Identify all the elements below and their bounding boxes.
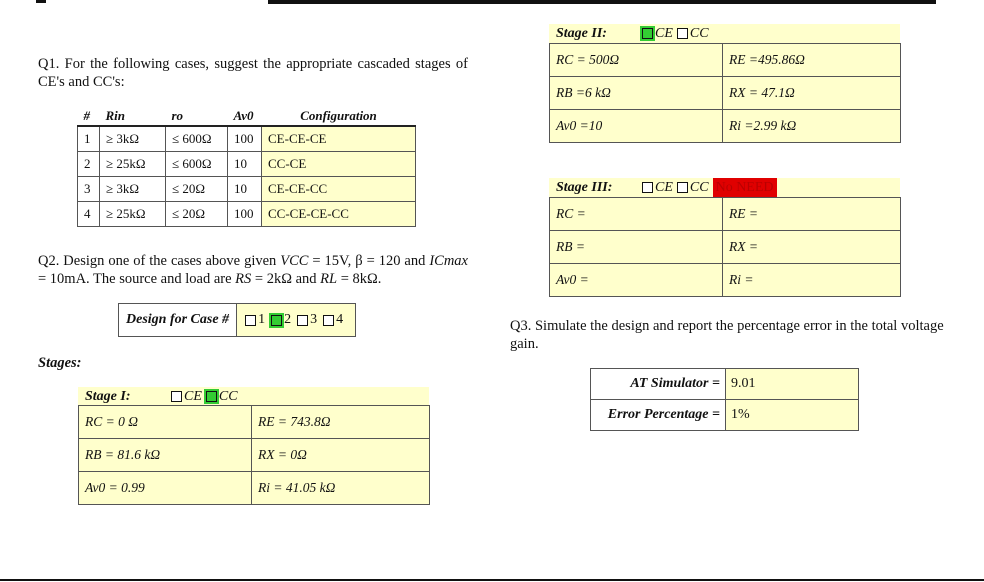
stage1-ri[interactable]: Ri = 41.05 kΩ [252,472,430,505]
table-row [78,177,416,202]
table-row [79,439,430,472]
case-configuration[interactable]: CE-CE-CC [262,177,416,202]
stage3-rb[interactable]: RB = [550,231,723,264]
table-row [78,202,416,227]
table-row [550,264,901,297]
stage2-rc[interactable]: RC = 500Ω [550,44,723,77]
stage1-rx[interactable]: RX = 0Ω [252,439,430,472]
q2-text [38,252,468,288]
col-header-av0: Av0 [228,107,262,126]
ce-label: CE [184,388,202,404]
checkbox-icon[interactable] [677,182,688,193]
case-option-3[interactable] [297,304,317,336]
case-ro: ≤ 20Ω [166,202,228,227]
col-header-ro: ro [166,107,228,126]
case-option-label: 1 [258,312,266,327]
table-row [79,472,430,505]
checkbox-checked-icon[interactable] [206,391,217,402]
case-av0: 100 [228,202,262,227]
case-table-header [78,107,416,126]
stage3-table [549,197,901,297]
case-number: 4 [78,202,100,227]
q2-rs-symbol: RS [235,271,252,287]
case-av0: 10 [228,152,262,177]
no-need-note: No NEED [713,178,777,197]
stage2-title: Stage II: [556,25,607,41]
q2-text-part: = 15V, β = 120 and [308,253,430,269]
q2-text-part: = 2kΩ and [251,271,321,287]
stage2-rb[interactable]: RB =6 kΩ [550,77,723,110]
stage3-ce-option[interactable] [642,180,673,196]
stage2-ri[interactable]: Ri =2.99 kΩ [723,110,901,143]
case-table [77,107,416,227]
checkbox-checked-icon[interactable] [642,28,653,39]
checkbox-icon[interactable] [642,182,653,193]
q1-text: Q1. For the following cases, suggest the appropriate cascaded stages of CE's and CC's: [38,56,468,90]
stage3-rc[interactable]: RC = [550,198,723,231]
stage1-cc-option[interactable] [206,389,238,405]
table-row [550,198,901,231]
table-row [591,369,859,400]
case-rin: ≥ 25kΩ [100,152,166,177]
stage1-ce-option[interactable] [171,389,202,405]
cc-label: CC [689,179,709,195]
design-case-options [237,304,355,336]
design-case-selector [118,303,356,337]
stage3-header [549,178,900,197]
q2-icmax-symbol: ICmax [429,253,468,269]
table-row [591,400,859,431]
stage2-av0[interactable]: Av0 =10 [550,110,723,143]
case-option-2[interactable] [271,304,291,336]
bottom-rule [0,579,984,581]
top-rule-right [268,0,936,4]
case-rin: ≥ 25kΩ [100,202,166,227]
stage3-re[interactable]: RE = [723,198,901,231]
error-percentage-value[interactable]: 1% [726,400,859,431]
case-rin: ≥ 3kΩ [100,126,166,152]
stage2-re[interactable]: RE =495.86Ω [723,44,901,77]
table-row [79,406,430,439]
stage1-table [78,405,430,505]
ce-label: CE [655,25,673,41]
stage1-header [78,387,429,406]
table-row [550,110,901,143]
stage2-cc-option[interactable] [677,26,709,42]
stage3-av0[interactable]: Av0 = [550,264,723,297]
at-simulator-label: AT Simulator = [591,369,726,400]
stage2-table [549,43,901,143]
stage2-ce-option[interactable] [642,26,673,42]
checkbox-icon[interactable] [677,28,688,39]
simulation-results-table [590,368,859,431]
stage1-title: Stage I: [85,388,131,404]
stage1-rb[interactable]: RB = 81.6 kΩ [79,439,252,472]
stage3-rx[interactable]: RX = [723,231,901,264]
col-header-rin: Rin [100,107,166,126]
top-rule-left [36,0,46,3]
case-option-4[interactable] [323,304,343,336]
case-av0: 100 [228,126,262,152]
col-header-configuration: Configuration [262,107,416,126]
stage3-cc-option[interactable] [677,180,709,196]
case-configuration[interactable]: CC-CE-CE-CC [262,202,416,227]
table-row [78,152,416,177]
case-option-label: 4 [336,312,344,327]
case-configuration[interactable]: CC-CE [262,152,416,177]
table-row [550,44,901,77]
case-rin: ≥ 3kΩ [100,177,166,202]
checkbox-checked-icon[interactable] [271,315,282,326]
table-row [78,126,416,152]
q2-rl-symbol: RL [320,271,338,287]
case-option-label: 2 [284,312,292,327]
checkbox-icon[interactable] [245,315,256,326]
cc-label: CC [218,388,238,404]
checkbox-icon[interactable] [171,391,182,402]
case-option-1[interactable] [245,304,265,336]
col-header-number: # [78,107,100,126]
q2-text-part: = 10mA. The source and load are [38,271,236,287]
case-ro: ≤ 600Ω [166,152,228,177]
q3-text: Q3. Simulate the design and report the percentage error in the total voltage gain. [510,318,944,352]
case-configuration[interactable]: CE-CE-CE [262,126,416,152]
design-case-label: Design for Case # [119,304,237,336]
case-ro: ≤ 20Ω [166,177,228,202]
stage3-title: Stage III: [556,179,613,195]
checkbox-icon[interactable] [297,315,308,326]
stage1-re[interactable]: RE = 743.8Ω [252,406,430,439]
case-option-label: 3 [310,312,318,327]
stage1-rc[interactable]: RC = 0 Ω [79,406,252,439]
case-number: 2 [78,152,100,177]
case-number: 1 [78,126,100,152]
case-av0: 10 [228,177,262,202]
error-percentage-label: Error Percentage = [591,400,726,431]
at-simulator-value[interactable]: 9.01 [726,369,859,400]
case-ro: ≤ 600Ω [166,126,228,152]
q2-vcc-symbol: VCC [280,253,309,269]
q2-text-part: = 8kΩ. [337,271,382,287]
case-number: 3 [78,177,100,202]
stage2-header [549,24,900,43]
stage2-rx[interactable]: RX = 47.1Ω [723,77,901,110]
stage1-av0[interactable]: Av0 = 0.99 [79,472,252,505]
cc-label: CC [689,25,709,41]
ce-label: CE [655,179,673,195]
table-row [550,77,901,110]
checkbox-icon[interactable] [323,315,334,326]
q2-text-part: Q2. Design one of the cases above given [38,253,281,269]
table-row [550,231,901,264]
stages-heading: Stages: [38,355,82,371]
stage3-ri[interactable]: Ri = [723,264,901,297]
